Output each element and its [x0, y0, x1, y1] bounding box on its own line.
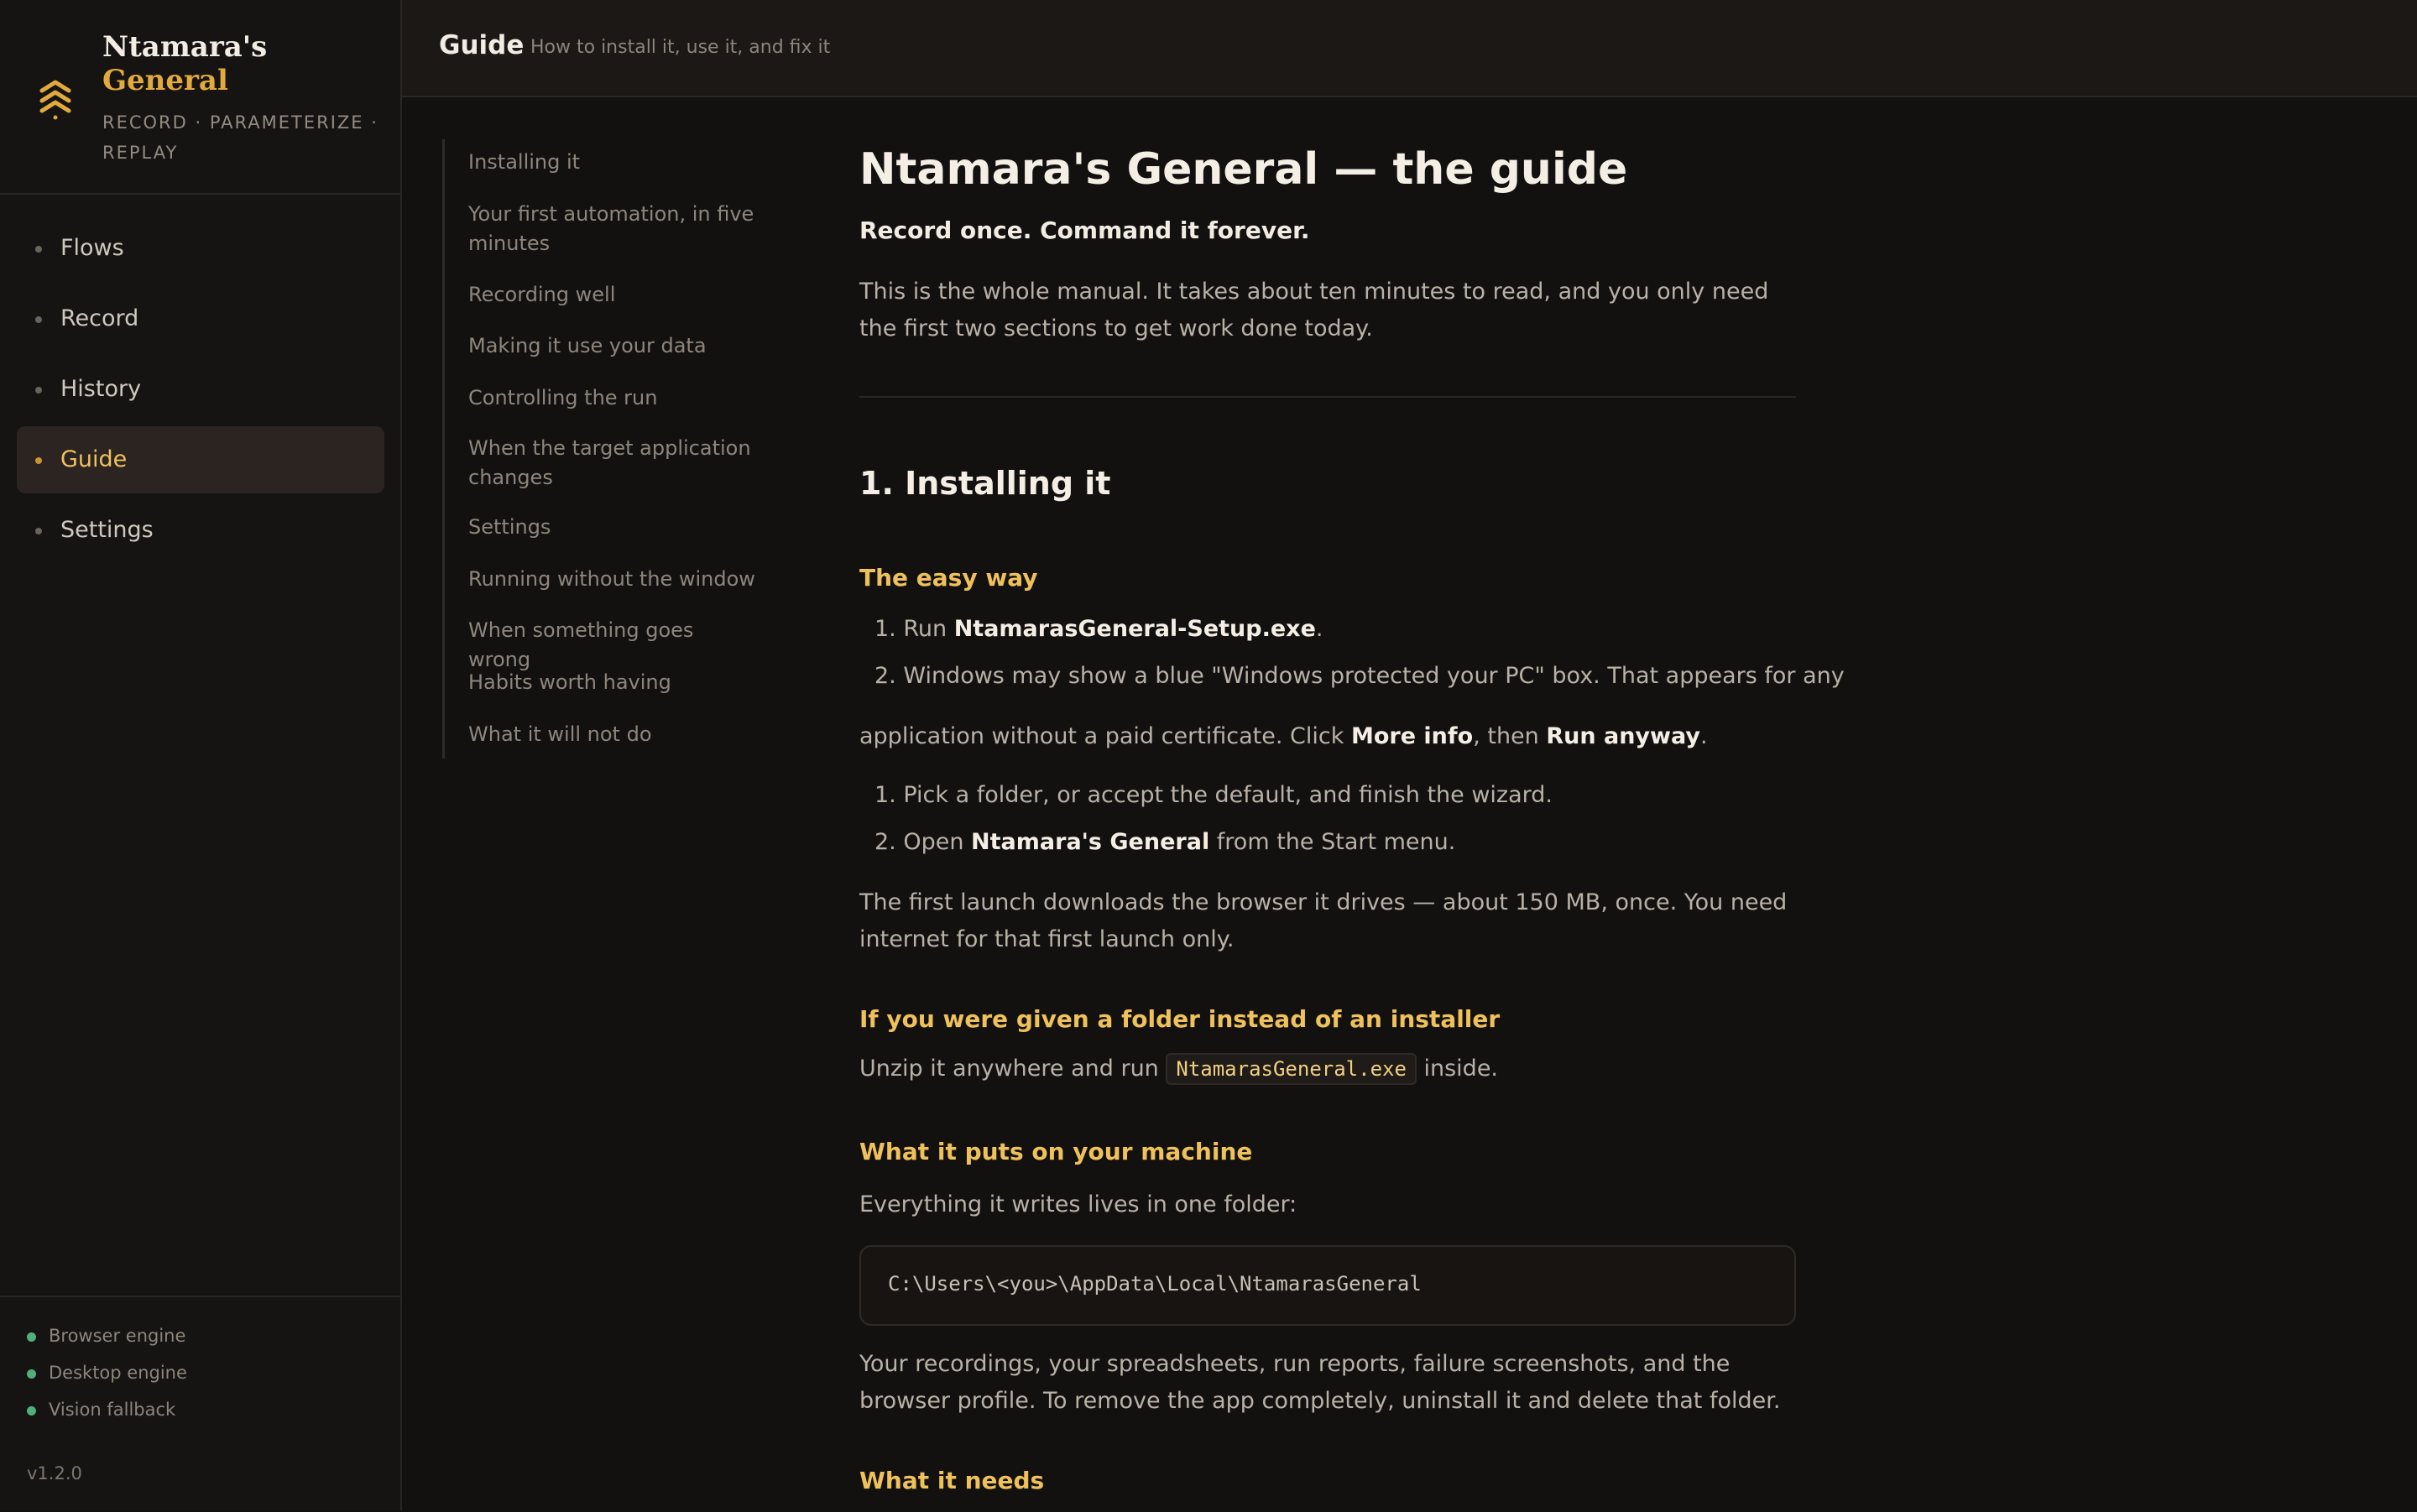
app-name-line2: General	[102, 64, 228, 97]
page-subtitle: How to install it, use it, and fix it	[530, 37, 831, 58]
toc-link[interactable]: When something goes wrong	[468, 618, 694, 671]
guide-lead: Record once. Command it forever.	[859, 216, 1310, 244]
nav-dot-icon	[35, 316, 42, 323]
subheading-machine: What it puts on your machine	[859, 1138, 1253, 1165]
toc-link[interactable]: Your first automation, in five minutes	[468, 202, 754, 255]
nav-item-label: Guide	[60, 446, 128, 472]
engine-label: Vision fallback	[49, 1400, 176, 1420]
paragraph-text: , then	[1473, 723, 1547, 749]
paragraph	[859, 718, 1796, 755]
list-text: from the Start menu.	[1209, 829, 1456, 855]
list-item	[874, 824, 1455, 861]
paragraph: The first launch downloads the browser it drives — about 150 MB, once. You need internet for that first launch only.	[859, 889, 1788, 952]
inline-code: NtamarasGeneral.exe	[1166, 1053, 1417, 1085]
chevron-stack-icon	[37, 76, 74, 123]
guide-intro: This is the whole manual. It takes about ten minutes to read, and you only need the first two sections to get work done today.	[859, 279, 1769, 342]
app-name	[102, 30, 267, 97]
nav-item-label: History	[60, 376, 142, 402]
more-info-label: More info	[1350, 723, 1474, 749]
engine-status-browser	[27, 1326, 185, 1346]
paragraph-text: inside.	[1416, 1056, 1499, 1082]
version-label: v1.2.0	[27, 1463, 82, 1483]
nav-item-label: Settings	[60, 517, 154, 543]
list-text: .	[1315, 616, 1323, 642]
paragraph	[859, 1051, 1796, 1087]
nav-dot-icon	[35, 528, 42, 534]
nav-dot-icon	[35, 387, 42, 394]
engine-status-vision	[27, 1400, 175, 1420]
paragraph: Your recordings, your spreadsheets, run reports, failure screenshots, and the browser profile. To remove the app completely, uninstall it and delete that folder.	[859, 1351, 1781, 1414]
page-title: Guide	[439, 30, 525, 60]
toc-link[interactable]: Habits worth having	[468, 670, 671, 694]
nav-dot-icon	[35, 246, 42, 253]
guide-title: Ntamara's General — the guide	[859, 144, 1628, 195]
status-dot-icon	[27, 1332, 36, 1342]
app-name-line1: Ntamara's	[102, 30, 268, 64]
toc-link[interactable]: When the target application changes	[468, 436, 751, 489]
toc-link[interactable]: Installing it	[468, 150, 581, 174]
paragraph-text: application without a paid certificate. Click	[859, 723, 1351, 749]
toc-link[interactable]: Controlling the run	[468, 386, 658, 409]
list-text: 1. Run	[874, 616, 954, 642]
list-item: 2. Windows may show a blue "Windows protected your PC" box. That appears for any	[874, 663, 1845, 689]
engine-label: Browser engine	[49, 1326, 186, 1346]
toc-link[interactable]: Making it use your data	[468, 334, 707, 357]
installer-filename: NtamarasGeneral-Setup.exe	[953, 616, 1316, 642]
list-text: 2. Open	[874, 829, 972, 855]
table-of-contents	[442, 139, 764, 759]
list-item	[874, 611, 1323, 648]
toc-link[interactable]: Recording well	[468, 283, 616, 306]
nav-item-record[interactable]	[17, 285, 384, 352]
main-nav	[17, 215, 384, 567]
nav-item-settings[interactable]	[17, 497, 384, 564]
app-tagline: RECORD · PARAMETERIZE · REPLAY	[102, 112, 378, 163]
section-divider	[859, 396, 1796, 398]
subheading-folder: If you were given a folder instead of an installer	[859, 1005, 1501, 1033]
code-block	[859, 1245, 1796, 1326]
toc-link[interactable]: What it will not do	[468, 722, 652, 746]
engine-status-panel	[0, 1296, 400, 1512]
nav-item-label: Flows	[60, 235, 124, 261]
engine-label: Desktop engine	[49, 1363, 187, 1383]
toc-link[interactable]: Running without the window	[468, 567, 755, 591]
run-anyway-label: Run anyway	[1546, 723, 1700, 749]
paragraph-text: .	[1699, 723, 1708, 749]
brand	[0, 0, 400, 195]
nav-dot-icon	[35, 457, 42, 464]
nav-item-label: Record	[60, 305, 139, 331]
status-dot-icon	[27, 1369, 36, 1379]
list-item: 1. Pick a folder, or accept the default, and finish the wizard.	[874, 782, 1553, 808]
page-header	[402, 0, 2417, 97]
sidebar	[0, 0, 402, 1510]
subheading-needs: What it needs	[859, 1467, 1045, 1494]
code-path: C:\Users\<you>\AppData\Local\NtamarasGeneral	[888, 1272, 1422, 1296]
engine-status-desktop	[27, 1363, 187, 1383]
nav-item-flows[interactable]	[17, 215, 384, 282]
status-dot-icon	[27, 1406, 36, 1416]
subheading-easy-way: The easy way	[859, 564, 1038, 592]
toc-link[interactable]: Settings	[468, 515, 551, 539]
app-name-reference: Ntamara's General	[971, 829, 1210, 855]
section-heading-installing: 1. Installing it	[859, 465, 1111, 502]
nav-item-history[interactable]	[17, 356, 384, 423]
paragraph: Everything it writes lives in one folder:	[859, 1191, 1297, 1217]
nav-item-guide[interactable]	[17, 426, 384, 493]
paragraph-text: Unzip it anywhere and run	[859, 1056, 1167, 1082]
